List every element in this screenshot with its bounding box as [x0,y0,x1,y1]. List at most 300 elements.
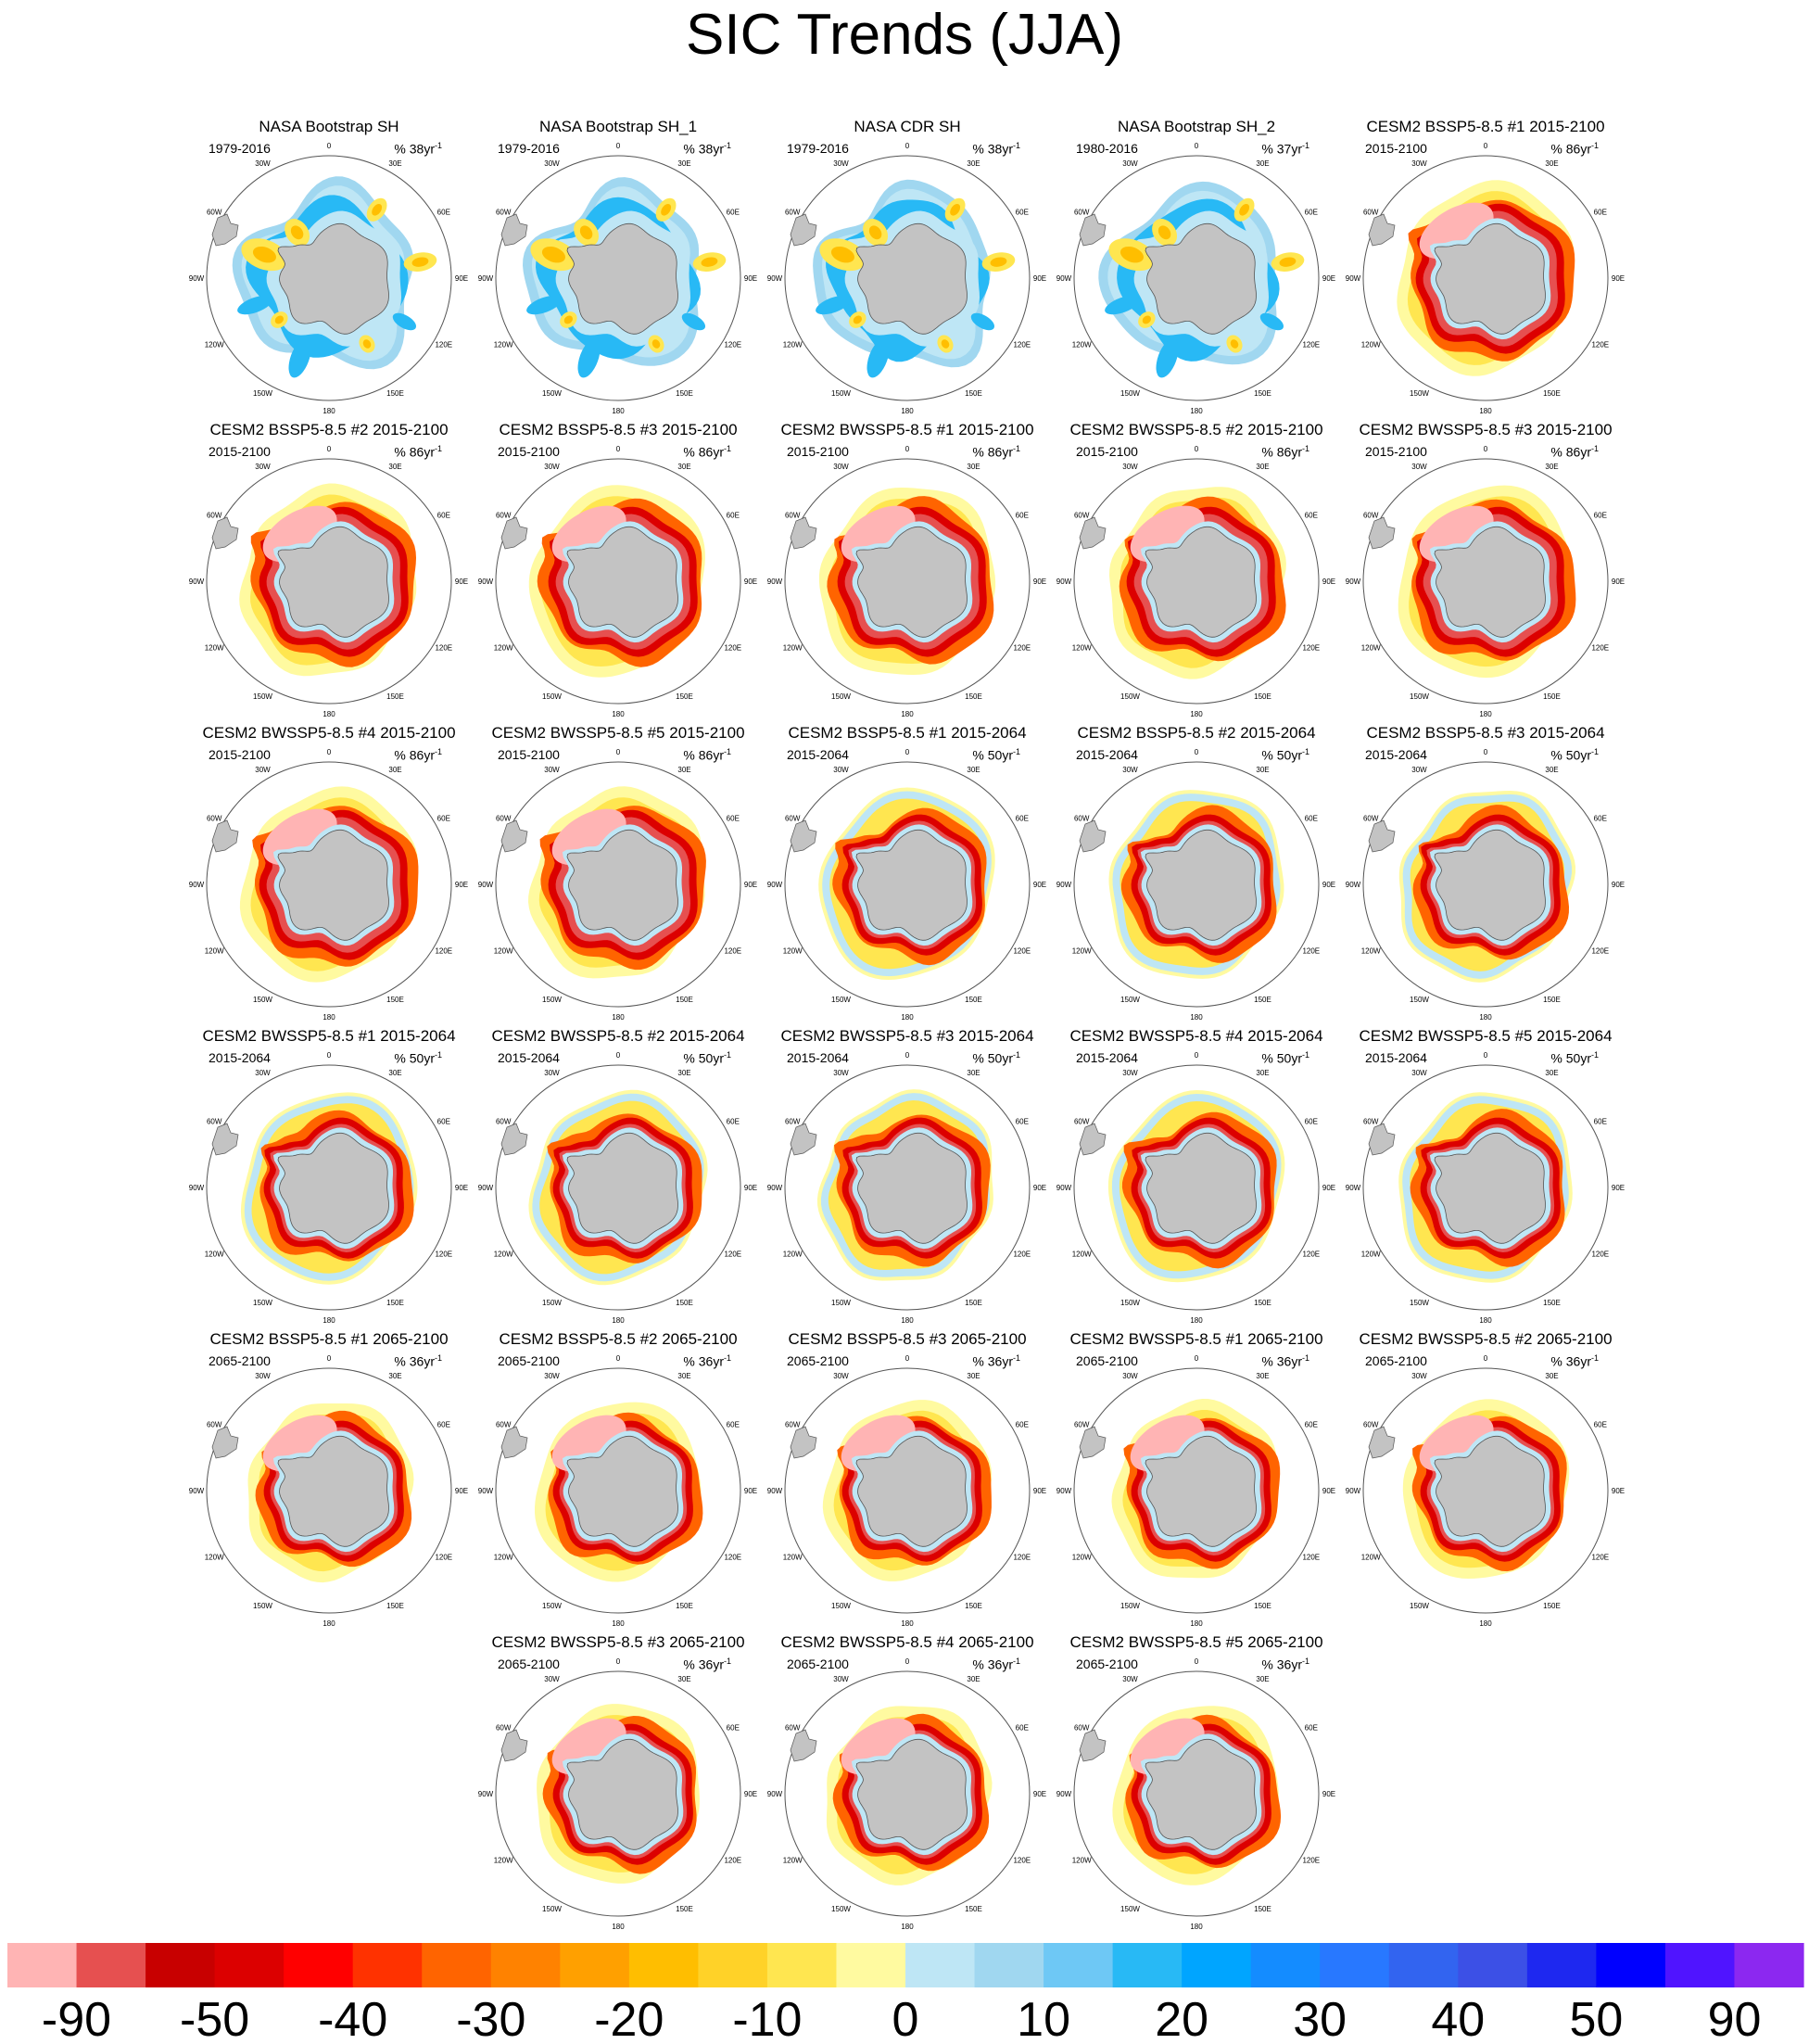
map-panel [1345,421,1626,718]
longitude-label: 60W [1362,511,1379,520]
longitude-label: 150W [1120,1298,1140,1307]
longitude-label: 120W [1071,643,1092,653]
longitude-label: 150E [386,388,404,398]
colorbar-swatch [284,1943,353,1987]
longitude-label: 30E [967,1372,980,1381]
longitude-label: 60W [1362,208,1379,217]
longitude-label: 120W [1360,340,1381,349]
map-panel [1056,1330,1336,1628]
longitude-label: 120W [782,340,803,349]
longitude-label: 90E [743,1184,758,1192]
longitude-label: 30E [1545,463,1559,472]
longitude-label: 180 [323,1013,335,1022]
longitude-label: 150W [1410,388,1429,398]
longitude-label: 150E [1254,388,1271,398]
longitude-label: 30W [1411,1372,1427,1381]
panel-title: CESM2 BSSP5-8.5 #2 2015-2064 [1077,724,1316,742]
longitude-label: 150W [253,692,272,701]
longitude-label: 120W [493,1553,513,1562]
longitude-label: 120E [1591,1250,1610,1259]
longitude-label: 60W [206,1117,222,1126]
longitude-label: 150W [1410,1601,1429,1610]
longitude-label: 180 [1479,1013,1492,1022]
panel-period: 1979-2016 [498,141,560,156]
panel-units: % $36yr^{-1}$ [972,1657,1020,1672]
longitude-label: 150W [542,692,562,701]
longitude-label: 60W [1073,1420,1090,1429]
panel-units: % $50yr^{-1}$ [972,747,1020,763]
colorbar-swatch [422,1943,491,1987]
longitude-label: 120E [1013,1856,1031,1865]
panel-period: 2015-2100 [209,747,271,762]
longitude-label: 60W [1073,814,1090,823]
panel-period: 2015-2100 [498,444,560,459]
panel-units: % $50yr^{-1}$ [683,1050,731,1066]
longitude-label: 60E [1015,1420,1029,1429]
longitude-label: 0 [1483,1354,1488,1363]
panel-units: % $50yr^{-1}$ [1261,1050,1309,1066]
longitude-label: 150W [1410,692,1429,701]
longitude-label: 60W [495,1117,512,1126]
longitude-label: 120E [1591,946,1610,956]
longitude-label: 90E [1032,1790,1047,1798]
longitude-label: 60E [1593,1117,1607,1126]
panel-units: % $36yr^{-1}$ [972,1353,1020,1369]
panel-units: % $36yr^{-1}$ [1261,1353,1309,1369]
longitude-label: 150W [542,995,562,1004]
longitude-label: 120E [724,1553,742,1562]
panel-units: % $50yr^{-1}$ [972,1050,1020,1066]
panel-period: 2065-2100 [787,1353,849,1368]
longitude-label: 30W [255,766,271,775]
longitude-label: 90E [1322,1184,1336,1192]
longitude-label: 30E [388,766,402,775]
longitude-label: 180 [612,710,625,718]
longitude-label: 150E [965,692,982,701]
longitude-label: 90E [1322,274,1336,283]
panel-units: % $37yr^{-1}$ [1261,141,1309,157]
longitude-label: 60E [726,1723,740,1733]
longitude-label: 150W [1120,995,1140,1004]
longitude-label: 180 [323,1316,335,1325]
longitude-label: 0 [615,142,621,150]
longitude-label: 150W [1120,388,1140,398]
longitude-label: 90W [1345,274,1361,283]
longitude-label: 0 [615,748,621,756]
longitude-label: 30E [967,1069,980,1078]
panel-period: 2015-2064 [787,747,849,762]
longitude-label: 150E [1543,1298,1561,1307]
longitude-label: 90W [766,1487,783,1495]
longitude-label: 120E [1013,946,1031,956]
panel-title: NASA Bootstrap SH_2 [1117,118,1276,135]
panel-title: CESM2 BWSSP5-8.5 #5 2015-2100 [491,724,745,742]
longitude-label: 30E [1545,1372,1559,1381]
panel-title: CESM2 BSSP5-8.5 #2 2015-2100 [209,421,449,438]
longitude-label: 60E [1304,1117,1318,1126]
longitude-label: 120W [782,1553,803,1562]
colorbar-tick-label: 10 [1017,1993,1071,2044]
longitude-label: 0 [1483,1051,1488,1060]
longitude-label: 0 [904,748,910,756]
longitude-label: 60W [495,208,512,217]
longitude-label: 60E [1015,814,1029,823]
longitude-label: 90W [477,274,494,283]
longitude-label: 150E [386,692,404,701]
longitude-label: 90W [1345,578,1361,586]
longitude-label: 90W [1345,1184,1361,1192]
panel-period: 2015-2064 [1365,1050,1427,1065]
longitude-label: 30W [833,1372,849,1381]
longitude-label: 60W [784,511,801,520]
panel-units: % $86yr^{-1}$ [1261,444,1309,460]
longitude-label: 30E [967,159,980,169]
longitude-label: 90W [188,274,205,283]
longitude-label: 120E [1013,643,1031,653]
map-panel [1056,724,1336,1022]
colorbar-swatch [1389,1943,1459,1987]
longitude-label: 60E [1304,511,1318,520]
panel-title: CESM2 BWSSP5-8.5 #5 2015-2064 [1359,1027,1613,1045]
longitude-label: 150E [965,995,982,1004]
longitude-label: 60W [495,511,512,520]
longitude-label: 180 [612,407,625,415]
longitude-label: 30W [544,1069,560,1078]
longitude-label: 150E [965,1601,982,1610]
colorbar-swatch [905,1943,975,1987]
colorbar-tick-label: -90 [41,1993,112,2044]
longitude-label: 150E [676,388,693,398]
colorbar-tick-label: -40 [318,1993,388,2044]
panel-title: CESM2 BWSSP5-8.5 #5 2065-2100 [1069,1633,1323,1651]
longitude-label: 30E [388,463,402,472]
longitude-label: 120E [724,1250,742,1259]
longitude-label: 90E [1611,274,1626,283]
longitude-label: 60W [1073,1117,1090,1126]
longitude-label: 90E [743,578,758,586]
longitude-label: 150W [831,1601,851,1610]
longitude-label: 30W [544,766,560,775]
longitude-label: 180 [1479,1619,1492,1628]
longitude-label: 90W [1056,1790,1072,1798]
longitude-label: 90W [1345,881,1361,889]
longitude-label: 60E [436,814,450,823]
longitude-label: 60E [436,1117,450,1126]
map-panel [188,118,469,415]
longitude-label: 60W [784,1420,801,1429]
map-panel [477,421,758,718]
longitude-label: 120E [724,1856,742,1865]
colorbar-swatch [1596,1943,1665,1987]
panel-title: CESM2 BWSSP5-8.5 #1 2015-2064 [202,1027,456,1045]
colorbar-tick-label: -30 [456,1993,526,2044]
panel-title: NASA Bootstrap SH_1 [538,118,698,135]
longitude-label: 180 [901,407,914,415]
map-panel [766,724,1047,1022]
longitude-label: 60W [784,814,801,823]
longitude-label: 120W [1071,1553,1092,1562]
longitude-label: 120E [1302,1250,1321,1259]
colorbar-tick-label: -50 [180,1993,250,2044]
longitude-label: 150E [386,1601,404,1610]
panel-title: CESM2 BWSSP5-8.5 #1 2015-2100 [780,421,1034,438]
panel-period: 2065-2100 [498,1657,560,1671]
longitude-label: 180 [612,1013,625,1022]
longitude-label: 120E [1302,1553,1321,1562]
longitude-label: 180 [901,1013,914,1022]
longitude-label: 180 [323,407,335,415]
longitude-label: 180 [612,1923,625,1931]
longitude-label: 120E [1591,643,1610,653]
panel-period: 2065-2100 [1076,1657,1138,1671]
longitude-label: 30E [1256,463,1270,472]
longitude-label: 120E [435,340,453,349]
longitude-label: 120E [435,1553,453,1562]
longitude-label: 30W [544,463,560,472]
colorbar-swatch [1665,1943,1735,1987]
longitude-label: 120E [1302,1856,1321,1865]
longitude-label: 60E [436,208,450,217]
longitude-label: 120E [1302,946,1321,956]
map-panel [1345,118,1626,415]
longitude-label: 150W [253,995,272,1004]
longitude-label: 30E [1545,1069,1559,1078]
longitude-label: 150W [831,692,851,701]
panel-title: NASA CDR SH [854,118,961,135]
panel-title: CESM2 BSSP5-8.5 #1 2015-2100 [1366,118,1605,135]
panel-units: % $86yr^{-1}$ [972,444,1020,460]
panel-units: % $86yr^{-1}$ [683,444,731,460]
longitude-label: 90W [477,1487,494,1495]
longitude-label: 0 [326,445,332,453]
longitude-label: 180 [1190,1316,1203,1325]
longitude-label: 60E [726,814,740,823]
panel-units: % $36yr^{-1}$ [1550,1353,1599,1369]
panel-title: CESM2 BSSP5-8.5 #3 2015-2064 [1366,724,1605,742]
longitude-label: 30E [967,766,980,775]
panel-units: % $36yr^{-1}$ [683,1353,731,1369]
longitude-label: 60W [206,814,222,823]
longitude-label: 90W [1056,578,1072,586]
longitude-label: 120E [1302,643,1321,653]
panel-units: % $38yr^{-1}$ [394,141,442,157]
longitude-label: 150E [386,1298,404,1307]
panel-units: % $86yr^{-1}$ [394,444,442,460]
longitude-label: 180 [323,1619,335,1628]
panel-period: 2065-2100 [209,1353,271,1368]
longitude-label: 60E [1015,1723,1029,1733]
longitude-label: 0 [1483,445,1488,453]
panel-title: CESM2 BWSSP5-8.5 #2 2015-2064 [491,1027,745,1045]
panel-units: % $50yr^{-1}$ [1550,747,1599,763]
longitude-label: 30W [1411,1069,1427,1078]
colorbar-tick-label: 50 [1569,1993,1624,2044]
longitude-label: 180 [901,1619,914,1628]
longitude-label: 150W [1410,995,1429,1004]
longitude-label: 60W [495,814,512,823]
panel-period: 1979-2016 [209,141,271,156]
longitude-label: 150W [831,995,851,1004]
longitude-label: 120W [1071,946,1092,956]
colorbar-tick-label: 40 [1431,1993,1486,2044]
longitude-label: 150W [253,1601,272,1610]
longitude-label: 180 [1190,1619,1203,1628]
longitude-label: 60E [726,1420,740,1429]
longitude-label: 0 [1483,748,1488,756]
map-panel [1056,421,1336,718]
longitude-label: 90E [1611,1184,1626,1192]
longitude-label: 30W [1122,463,1138,472]
longitude-label: 30W [255,1372,271,1381]
longitude-label: 60E [726,1117,740,1126]
map-panel [188,724,469,1022]
longitude-label: 180 [1190,407,1203,415]
panel-period: 1979-2016 [787,141,849,156]
longitude-label: 120W [1071,1856,1092,1865]
longitude-label: 90E [1611,578,1626,586]
longitude-label: 120W [493,946,513,956]
longitude-label: 180 [1479,407,1492,415]
longitude-label: 0 [904,142,910,150]
panel-title: CESM2 BWSSP5-8.5 #3 2015-2064 [780,1027,1034,1045]
longitude-label: 90W [188,1184,205,1192]
chart-title: SIC Trends (JJA) [686,3,1123,67]
panel-period: 2065-2100 [498,1353,560,1368]
longitude-label: 180 [1190,1923,1203,1931]
longitude-label: 180 [901,1316,914,1325]
map-panel [766,1633,1047,1931]
map-panel [1345,724,1626,1022]
longitude-label: 0 [615,445,621,453]
map-panel [188,1330,469,1628]
longitude-label: 180 [612,1316,625,1325]
longitude-label: 60E [1304,1723,1318,1733]
colorbar-tick-label: 90 [1707,1993,1762,2044]
longitude-label: 30W [544,1372,560,1381]
longitude-label: 120W [204,340,224,349]
colorbar-tick-label: 30 [1293,1993,1347,2044]
map-panel [1345,1027,1626,1325]
longitude-label: 180 [1479,710,1492,718]
longitude-label: 120W [1360,1553,1381,1562]
longitude-label: 60W [495,1723,512,1733]
longitude-label: 120E [1591,1553,1610,1562]
longitude-label: 30E [677,1675,691,1684]
longitude-label: 30W [833,159,849,169]
longitude-label: 90E [454,1184,469,1192]
map-panel [188,1027,469,1325]
longitude-label: 0 [615,1051,621,1060]
longitude-label: 90E [1032,1487,1047,1495]
colorbar-swatch [353,1943,423,1987]
panel-units: % $38yr^{-1}$ [972,141,1020,157]
longitude-label: 30E [388,1372,402,1381]
longitude-label: 60E [436,1420,450,1429]
longitude-label: 120W [204,946,224,956]
colorbar-swatch [491,1943,561,1987]
longitude-label: 30W [255,1069,271,1078]
longitude-label: 150W [542,388,562,398]
longitude-label: 150E [676,1904,693,1913]
panel-title: CESM2 BSSP5-8.5 #3 2015-2100 [499,421,738,438]
longitude-label: 0 [1194,1657,1199,1666]
longitude-label: 0 [904,445,910,453]
panel-units: % $50yr^{-1}$ [394,1050,442,1066]
panel-period: 2015-2064 [1365,747,1427,762]
longitude-label: 150E [1254,692,1271,701]
panel-title: CESM2 BSSP5-8.5 #1 2015-2064 [788,724,1027,742]
longitude-label: 150E [676,692,693,701]
panel-period: 1980-2016 [1076,141,1138,156]
longitude-label: 60E [1593,208,1607,217]
longitude-label: 30E [967,463,980,472]
longitude-label: 60E [1015,208,1029,217]
panel-title: CESM2 BSSP5-8.5 #1 2065-2100 [209,1330,449,1348]
longitude-label: 30E [1256,766,1270,775]
longitude-label: 90W [477,578,494,586]
longitude-label: 90E [743,274,758,283]
colorbar-swatch [836,1943,905,1987]
colorbar-swatch [215,1943,285,1987]
longitude-label: 150E [1543,692,1561,701]
colorbar-swatch [1113,1943,1183,1987]
longitude-label: 60W [784,1117,801,1126]
longitude-label: 30W [544,159,560,169]
longitude-label: 30E [1256,1372,1270,1381]
longitude-label: 30W [544,1675,560,1684]
panel-units: % $86yr^{-1}$ [394,747,442,763]
longitude-label: 120E [724,340,742,349]
longitude-label: 90W [1056,1487,1072,1495]
longitude-label: 60W [495,1420,512,1429]
longitude-label: 90W [1056,274,1072,283]
panel-period: 2015-2100 [1365,141,1427,156]
longitude-label: 150E [1254,995,1271,1004]
panel-units: % $50yr^{-1}$ [1261,747,1309,763]
longitude-label: 30W [1411,159,1427,169]
longitude-label: 180 [901,1923,914,1931]
colorbar-swatch [767,1943,837,1987]
panel-title: NASA Bootstrap SH [259,118,399,135]
longitude-label: 120W [493,340,513,349]
longitude-label: 120E [1013,1553,1031,1562]
longitude-label: 60W [206,1420,222,1429]
panel-title: CESM2 BWSSP5-8.5 #4 2065-2100 [780,1633,1034,1651]
colorbar-swatch [1320,1943,1389,1987]
longitude-label: 150E [1543,1601,1561,1610]
longitude-label: 60E [1015,1117,1029,1126]
longitude-label: 60W [206,208,222,217]
panel-title: CESM2 BWSSP5-8.5 #4 2015-2100 [202,724,456,742]
longitude-label: 150W [1120,692,1140,701]
colorbar-swatch [145,1943,215,1987]
longitude-label: 150W [831,1298,851,1307]
longitude-label: 30W [1411,766,1427,775]
panel-title: CESM2 BSSP5-8.5 #3 2065-2100 [788,1330,1027,1348]
longitude-label: 150E [965,1904,982,1913]
colorbar-swatch [560,1943,629,1987]
panel-units: % $86yr^{-1}$ [1550,444,1599,460]
panel-units: % $38yr^{-1}$ [683,141,731,157]
panel-units: % $86yr^{-1}$ [683,747,731,763]
longitude-label: 120W [1360,1250,1381,1259]
longitude-label: 120E [724,946,742,956]
longitude-label: 90E [743,881,758,889]
map-panel [477,1633,758,1931]
longitude-label: 90W [766,274,783,283]
longitude-label: 150E [1254,1904,1271,1913]
longitude-label: 150E [676,1601,693,1610]
